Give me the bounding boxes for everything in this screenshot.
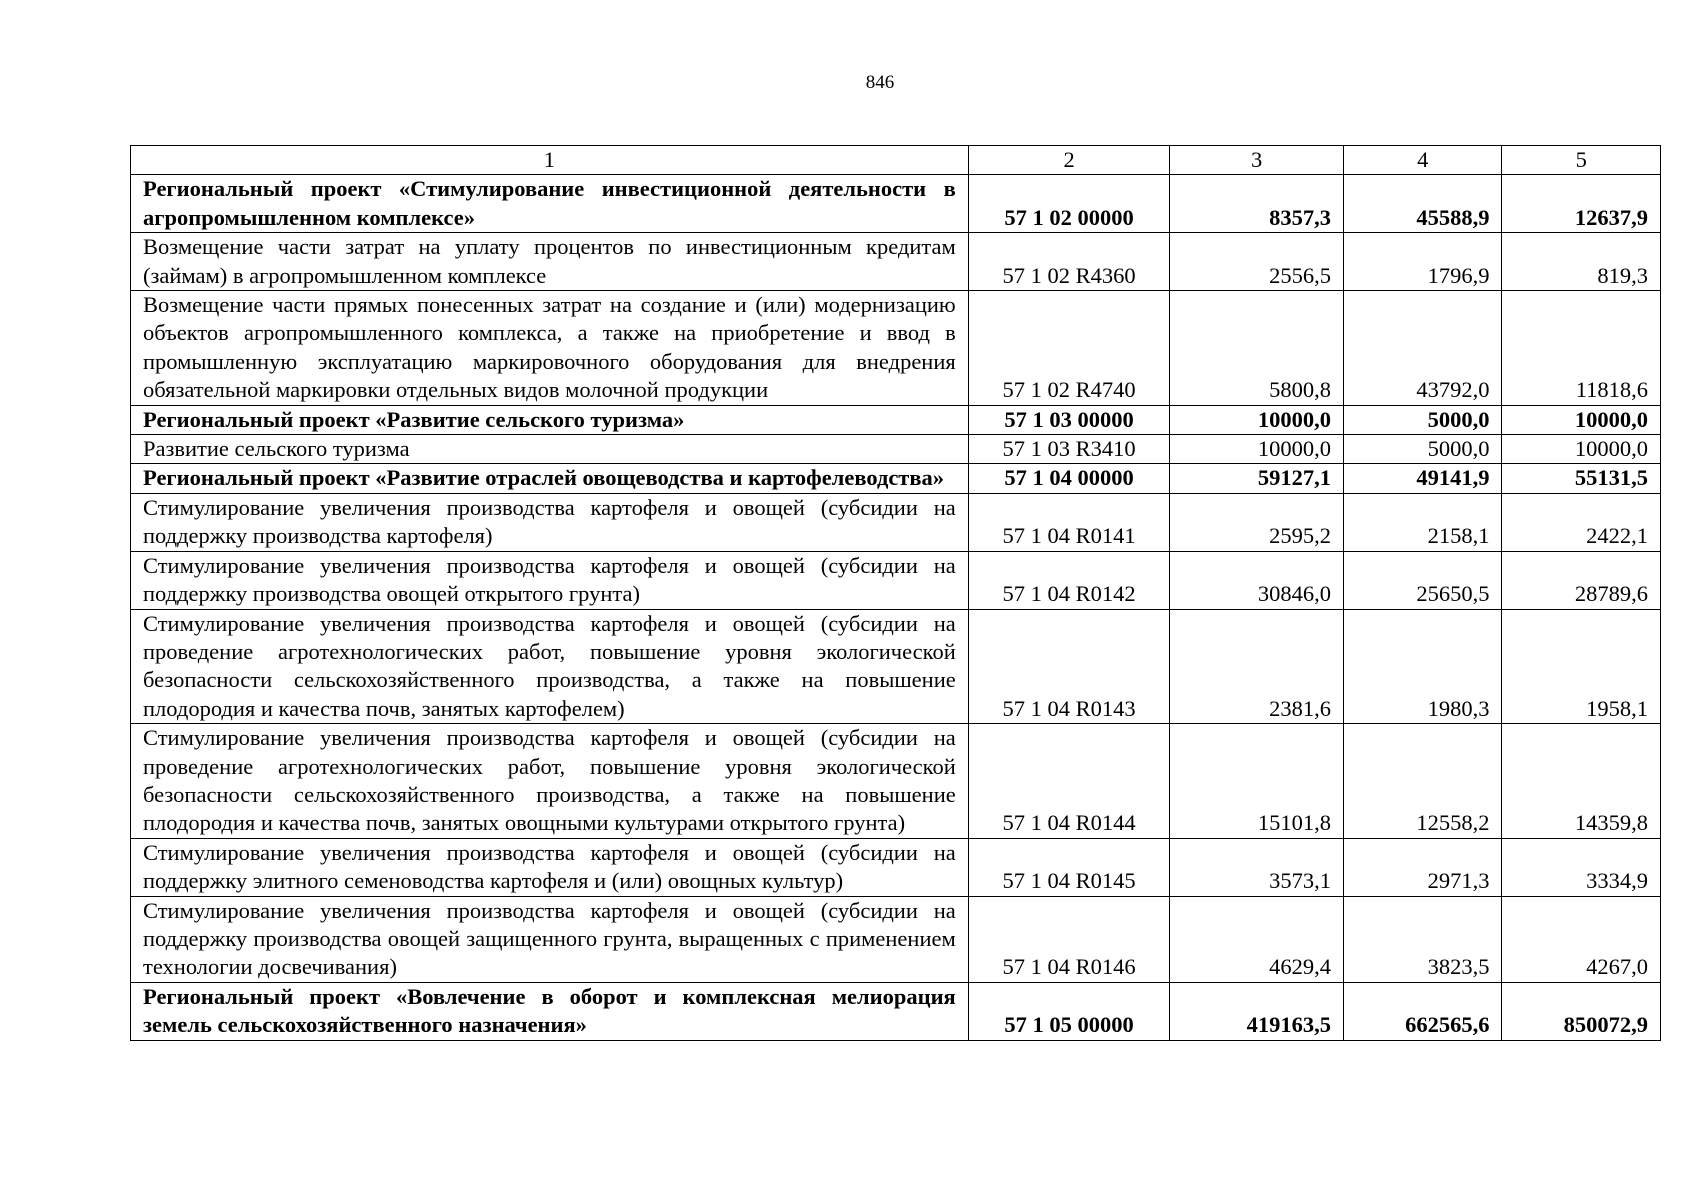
budget-table-body: [131, 146, 1661, 1041]
row-value-col5: 11818,6: [1502, 291, 1661, 406]
row-value-col5: 55131,5: [1502, 464, 1661, 493]
row-value-col5: 4267,0: [1502, 896, 1661, 982]
row-value-col5: 28789,6: [1502, 551, 1661, 609]
table-row-project-investment: [131, 175, 1661, 233]
row-value-col3: 30846,0: [1170, 551, 1344, 609]
row-code: 57 1 02 R4360: [968, 233, 1170, 291]
table-row: [131, 838, 1661, 896]
row-value-col4: 49141,9: [1343, 464, 1502, 493]
row-code: 57 1 05 00000: [968, 982, 1170, 1040]
row-code: 57 1 02 R4740: [968, 291, 1170, 406]
row-value-col5: 10000,0: [1502, 435, 1661, 464]
row-code: 57 1 04 R0142: [968, 551, 1170, 609]
row-code: 57 1 04 00000: [968, 464, 1170, 493]
table-row-project-vegetables: [131, 464, 1661, 493]
row-value-col4: 2158,1: [1343, 493, 1502, 551]
table-row: [131, 493, 1661, 551]
row-value-col5: 10000,0: [1502, 405, 1661, 434]
row-value-col3: 15101,8: [1170, 724, 1344, 839]
row-code: 57 1 04 R0146: [968, 896, 1170, 982]
row-value-col3: 2381,6: [1170, 609, 1344, 724]
table-row: [131, 724, 1661, 839]
row-code: 57 1 02 00000: [968, 175, 1170, 233]
table-row: [131, 609, 1661, 724]
row-value-col5: 3334,9: [1502, 838, 1661, 896]
row-code: 57 1 04 R0145: [968, 838, 1170, 896]
column-number: 2: [968, 146, 1170, 175]
row-value-col3: 3573,1: [1170, 838, 1344, 896]
row-value-col3: 59127,1: [1170, 464, 1344, 493]
row-code: 57 1 03 R3410: [968, 435, 1170, 464]
row-value-col3: 10000,0: [1170, 435, 1344, 464]
row-name: Региональный проект «Развитие сельского туризма»: [131, 405, 969, 434]
row-value-col3: 4629,4: [1170, 896, 1344, 982]
row-value-col4: 43792,0: [1343, 291, 1502, 406]
row-code: 57 1 04 R0144: [968, 724, 1170, 839]
row-name: Региональный проект «Вовлечение в оборот и комплексная мелиорация земель сельскохозяйственного назначения»: [131, 982, 969, 1040]
row-code: 57 1 04 R0141: [968, 493, 1170, 551]
row-value-col4: 1796,9: [1343, 233, 1502, 291]
row-value-col3: 419163,5: [1170, 982, 1344, 1040]
row-name: Возмещение части прямых понесенных затрат на создание и (или) модернизацию объектов агропромышленного комплекса, а также на приобретение и ввод в промышленную эксплуатацию маркировочного оборудования для внедрения обязательной маркировки отдельных видов молочной продукции: [131, 291, 969, 406]
row-name: Стимулирование увеличения производства картофеля и овощей (субсидии на поддержку элитного семеноводства картофеля и (или) овощных культур): [131, 838, 969, 896]
page-number: 846: [865, 72, 895, 93]
column-number: 3: [1170, 146, 1344, 175]
row-value-col4: 5000,0: [1343, 435, 1502, 464]
row-value-col3: 2595,2: [1170, 493, 1344, 551]
table-row: [131, 291, 1661, 406]
row-value-col4: 45588,9: [1343, 175, 1502, 233]
row-name: Региональный проект «Стимулирование инвестиционной деятельности в агропромышленном комплексе»: [131, 175, 969, 233]
row-name: Стимулирование увеличения производства картофеля и овощей (субсидии на поддержку производства картофеля): [131, 493, 969, 551]
table-row: [131, 435, 1661, 464]
column-number: 4: [1343, 146, 1502, 175]
row-value-col4: 5000,0: [1343, 405, 1502, 434]
column-number: 1: [131, 146, 969, 175]
row-name: Стимулирование увеличения производства картофеля и овощей (субсидии на поддержку производства овощей открытого грунта): [131, 551, 969, 609]
row-value-col5: 12637,9: [1502, 175, 1661, 233]
row-value-col5: 1958,1: [1502, 609, 1661, 724]
row-name: Стимулирование увеличения производства картофеля и овощей (субсидии на проведение агротехнологических работ, повышение уровня экологической безопасности сельскохозяйственного производства, а также на повышение плодородия и качества почв, занятых картофелем): [131, 609, 969, 724]
row-value-col5: 2422,1: [1502, 493, 1661, 551]
budget-table: [130, 145, 1661, 1041]
table-row-project-melioration: [131, 982, 1661, 1040]
row-value-col5: 850072,9: [1502, 982, 1661, 1040]
row-value-col4: 25650,5: [1343, 551, 1502, 609]
row-value-col4: 1980,3: [1343, 609, 1502, 724]
row-value-col4: 662565,6: [1343, 982, 1502, 1040]
row-value-col4: 3823,5: [1343, 896, 1502, 982]
row-value-col5: 14359,8: [1502, 724, 1661, 839]
row-code: 57 1 04 R0143: [968, 609, 1170, 724]
row-code: 57 1 03 00000: [968, 405, 1170, 434]
row-name: Стимулирование увеличения производства картофеля и овощей (субсидии на проведение агротехнологических работ, повышение уровня экологической безопасности сельскохозяйственного производства, а также на повышение плодородия и качества почв, занятых овощными культурами открытого грунта): [131, 724, 969, 839]
row-value-col4: 12558,2: [1343, 724, 1502, 839]
row-value-col3: 2556,5: [1170, 233, 1344, 291]
row-name: Региональный проект «Развитие отраслей овощеводства и картофелеводства»: [131, 464, 969, 493]
table-row: [131, 233, 1661, 291]
table-row-project-rural-tourism: [131, 405, 1661, 434]
row-name: Развитие сельского туризма: [131, 435, 969, 464]
row-value-col4: 2971,3: [1343, 838, 1502, 896]
row-value-col3: 10000,0: [1170, 405, 1344, 434]
row-name: Возмещение части затрат на уплату процентов по инвестиционным кредитам (займам) в агропромышленном комплексе: [131, 233, 969, 291]
table-row: [131, 896, 1661, 982]
row-value-col5: 819,3: [1502, 233, 1661, 291]
row-value-col3: 5800,8: [1170, 291, 1344, 406]
column-number: 5: [1502, 146, 1661, 175]
column-number-row: [131, 146, 1661, 175]
row-name: Стимулирование увеличения производства картофеля и овощей (субсидии на поддержку производства овощей защищенного грунта, выращенных с применением технологии досвечивания): [131, 896, 969, 982]
row-value-col3: 8357,3: [1170, 175, 1344, 233]
table-row: [131, 551, 1661, 609]
